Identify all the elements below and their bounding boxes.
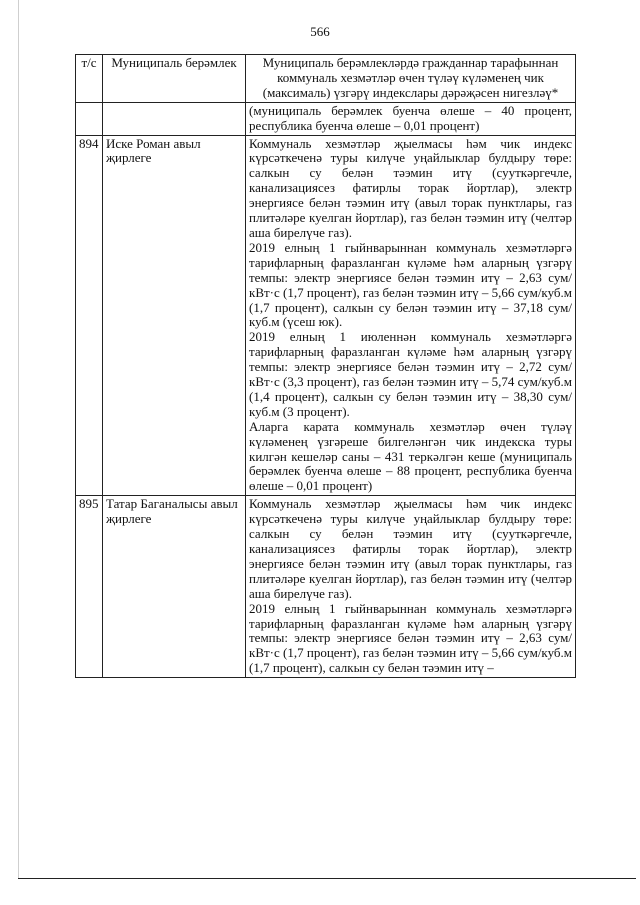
continuation-row (76, 102, 576, 135)
basis-paragraph: 2019 елның 1 гыйнварыннан коммуналь хезмәтләргә тарифларның фаразланган күләме һәм аларның үзгәрү темпы: электр энергиясе белән тәэмин итү – 2,63 сум/кВт·с (1,7 процент), газ белән тәэмин итү – 5,66 сум/куб.м (1,7 процент), салкын су белән тәэмин итү – (249, 600, 572, 676)
continuation-paragraph: (муниципаль берәмлек буенча өлеше – 40 процент, республика буенча өлеше – 0,01 процент) (249, 102, 572, 133)
row-municipality: Татар Баганалысы авыл җирлеге (103, 496, 246, 678)
table-header-row (76, 55, 576, 103)
table-row (76, 135, 576, 496)
page-left-edge (18, 0, 19, 878)
basis-paragraph: 2019 елның 1 гыйнварыннан коммуналь хезмәтләргә тарифларның фаразланган күләме һәм аларның үзгәрү темпы: электр энергиясе белән тәэмин итү – 2,63 сум/кВт·с (1,7 процент), газ белән тәэмин итү – 5,66 сум/куб.м (1,7 процент), салкын су белән тәэмин итү – 37,18 сум/куб.м (үсеш юк). (249, 239, 572, 330)
basis-paragraph: Коммуналь хезмәтләр җыелмасы һәм чик индекс күрсәткеченә туры килүче уңайлыклар булдыру төре: салкын су белән тәэмин итү (сууткәргечле, канализациясез фатирлы торак йортлар), электр энергиясе белән тәэмин итү (авыл торак пунктлары, газ плитәләре куелган йортлар), газ белән тәэмин итү (челтәр аша бирелүче газ). (249, 496, 572, 601)
row-basis (246, 496, 576, 678)
page-number: 566 (310, 24, 330, 39)
basis-paragraph: Аларга карата коммуналь хезмәтләр өчен түләү күләменең үзгәреше билгеләнгән чик индекска туры килгән кешеләр саны – 431 теркәлгән кеше (муниципаль берәмлек буенча өлеше – 88 процент, республика буенча өлеше – 0,01 процент) (249, 418, 572, 494)
row-municipality: Иске Роман авыл җирлеге (103, 135, 246, 496)
header-number: т/с (76, 55, 103, 103)
row-basis (246, 135, 576, 496)
continuation-municipality-cell (103, 102, 246, 135)
municipal-index-table (75, 54, 576, 678)
basis-paragraph: Коммуналь хезмәтләр җыелмасы һәм чик индекс күрсәткеченә туры килүче уңайлыклар булдыру төре: салкын су белән тәэмин итү (сууткәргечле, канализациясез фатирлы торак йортлар), электр энергиясе белән тәэмин итү (авыл торак пунктлары, газ плитәләре куелган йортлар), газ белән тәэмин итү (челтәр аша бирелүче газ). (249, 135, 572, 240)
continuation-number-cell (76, 102, 103, 135)
basis-paragraph: 2019 елның 1 июленнән коммуналь хезмәтләргә тарифларның фаразланган күләме һәм аларның үзгәрү темпы: электр энергиясе белән тәэмин итү – 2,72 сум/кВт·с (3,3 процент), газ белән тәэмин итү – 5,74 сум/куб.м (1,4 процент), салкын су белән тәэмин итү – 38,30 сум/куб.м (3 процент). (249, 329, 572, 419)
table-row (76, 496, 576, 678)
page-bottom-edge (18, 878, 636, 879)
continuation-basis-cell (246, 102, 576, 135)
header-municipality: Муниципаль берәмлек (103, 55, 246, 103)
row-number: 894 (76, 135, 103, 496)
row-number: 895 (76, 496, 103, 678)
header-basis: Муниципаль берәмлекләрдә гражданнар тарафыннан коммуналь хезмәтләр өчен түләү күләменең чик (максималь) үзгәрү индекслары дәрәҗәсен нигезләү* (246, 55, 576, 103)
